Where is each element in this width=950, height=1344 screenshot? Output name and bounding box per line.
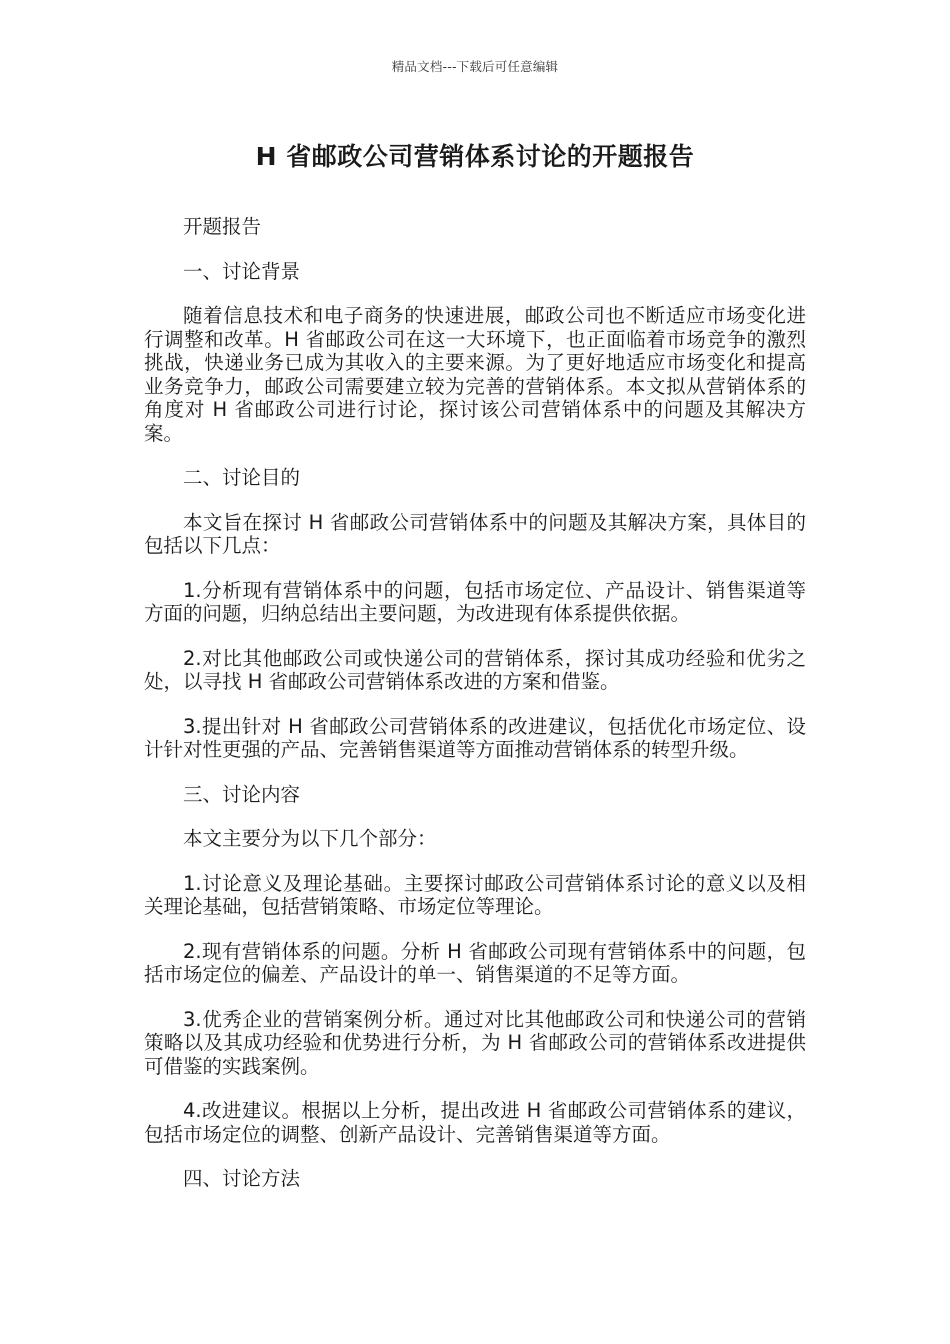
list-item-content-3: 3.优秀企业的营销案例分析。通过对比其他邮政公司和快递公司的营销策略以及其成功经验和优势进行分析，为 H 省邮政公司的营销体系改进提供可借鉴的实践案例。	[144, 1007, 806, 1078]
paragraph-purpose-intro: 本文旨在探讨 H 省邮政公司营销体系中的问题及其解决方案，具体目的包括以下几点：	[144, 510, 806, 557]
section-heading-content: 三、讨论内容	[183, 782, 301, 806]
section-heading-purpose: 二、讨论目的	[183, 466, 301, 489]
list-item-purpose-1: 1.分析现有营销体系中的问题，包括市场定位、产品设计、销售渠道等方面的问题，归纳总结出主要问题，为改进现有体系提供依据。	[144, 578, 806, 625]
list-item-content-1: 1.讨论意义及理论基础。主要探讨邮政公司营销体系讨论的意义以及相关理论基础，包括营销策略、市场定位等理论。	[144, 871, 806, 918]
document-body	[144, 215, 806, 1212]
document-title: H 省邮政公司营销体系讨论的开题报告	[255, 142, 695, 171]
section-label-proposal: 开题报告	[183, 215, 262, 238]
page-header-watermark: 精品文档---下载后可任意编辑	[391, 59, 559, 74]
list-item-purpose-3: 3.提出针对 H 省邮政公司营销体系的改进建议，包括优化市场定位、设计针对性更强的产品、完善销售渠道等方面推动营销体系的转型升级。	[144, 714, 806, 761]
list-item-purpose-2: 2.对比其他邮政公司或快递公司的营销体系，探讨其成功经验和优劣之处，以寻找 H 省邮政公司营销体系改进的方案和借鉴。	[144, 646, 806, 693]
section-heading-method: 四、讨论方法	[183, 1167, 301, 1190]
section-heading-background: 一、讨论背景	[183, 259, 301, 283]
list-item-content-2: 2.现有营销体系的问题。分析 H 省邮政公司现有营销体系中的问题，包括市场定位的偏差、产品设计的单一、销售渠道的不足等方面。	[144, 939, 806, 986]
list-item-content-4: 4.改进建议。根据以上分析，提出改进 H 省邮政公司营销体系的建议，包括市场定位的调整、创新产品设计、完善销售渠道等方面。	[144, 1099, 806, 1146]
paragraph-content-intro: 本文主要分为以下几个部分：	[183, 827, 437, 850]
paragraph-background: 随着信息技术和电子商务的快速进展，邮政公司也不断适应市场变化进行调整和改革。H 省邮政公司在这一大环境下，也正面临着市场竞争的激烈挑战，快递业务已成为其收入的主要来源。为了更好地适应市场变化和提高业务竞争力，邮政公司需要建立较为完善的营销体系。本文拟从营销体系的角度对 H 省邮政公司进行讨论，探讨该公司营销体系中的问题及其解决方案。	[144, 304, 806, 445]
